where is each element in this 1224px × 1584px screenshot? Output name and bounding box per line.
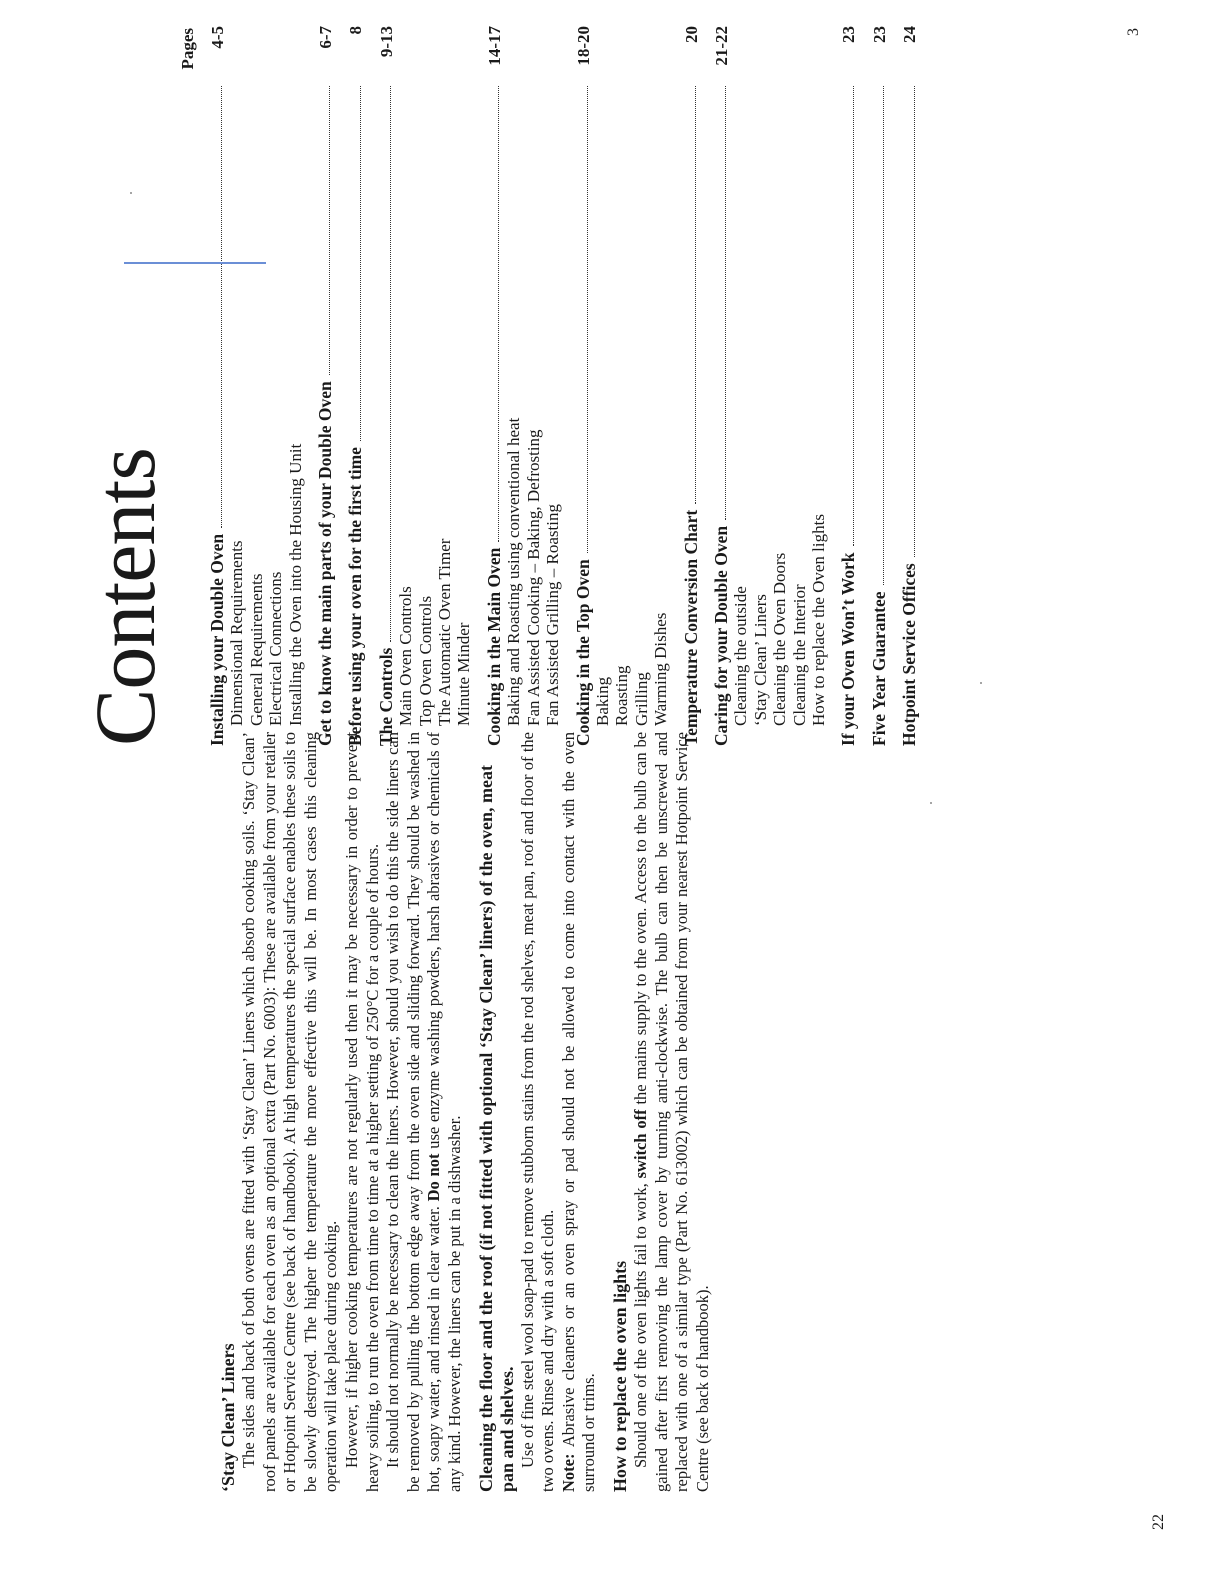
replace-lights-p1-a: Should one of the oven lights fail to work,: [630, 1183, 650, 1468]
toc-section: [485, 26, 563, 746]
toc-leader-dots: [587, 86, 588, 553]
toc-section: [839, 26, 858, 746]
toc-subentry: Cleaning the Interior: [789, 584, 809, 726]
toc-entry-title: Get to know the main parts of your Double Oven: [315, 381, 336, 746]
toc-leader-dots: [883, 86, 884, 585]
toc-subentry: Fan Assisted Grilling – Roasting: [543, 504, 563, 726]
toc-subentry: Main Oven Controls: [396, 586, 416, 726]
toc-leader-dots: [725, 86, 726, 520]
toc-subentry: ‘Stay Clean’ Liners: [750, 594, 770, 726]
cleaning-floor-paragraph: Use of fine steel wool soap-pad to remove stubborn stains from the rod shelves, meat pan, roof and floor of the two ovens. Rinse and dry with a soft cloth.: [517, 732, 558, 1492]
toc-subentry: Dimensional Requirements: [227, 540, 247, 726]
toc-entry-pages: 8: [346, 26, 366, 35]
toc-entry: [839, 26, 858, 746]
left-page-text: [218, 732, 713, 1492]
toc-entry: [316, 26, 335, 746]
toc-subentry: Installing the Oven into the Housing Unit: [285, 443, 305, 726]
toc-subentry: Cleaning the Oven Doors: [770, 552, 790, 726]
stay-clean-paragraph-2: However, if higher cooking temperatures are not regularly used then it may be necessary in order to prevent heavy soiling, to run the oven from time to time at a higher setting of 250°C for a couple of hours.: [341, 732, 382, 1492]
toc-leader-dots: [695, 86, 696, 504]
toc-subentry: Electrical Connections: [266, 571, 286, 726]
left-page-number: 22: [1150, 1514, 1167, 1530]
stay-clean-paragraph-3: [383, 732, 465, 1492]
cleaning-floor-heading: Cleaning the floor and the roof (if not fitted with optional ‘Stay Clean’ liners) of the oven, meat pan and shelves.: [475, 765, 517, 1492]
toc-entry-title: Five Year Guarantee: [868, 591, 889, 746]
speck: [130, 192, 132, 194]
toc-entry-title: Caring for your Double Oven: [710, 525, 731, 746]
toc-leader-dots: [498, 86, 499, 542]
toc-entry-pages: 18-20: [573, 26, 593, 66]
toc-section: [682, 26, 701, 746]
speck: [980, 682, 982, 684]
toc-entry-title: Before using your oven for the first time: [345, 447, 366, 746]
toc-section: [870, 26, 889, 746]
toc-entry-pages: 9-13: [376, 26, 396, 58]
stay-clean-p3-a: It should not normally be necessary to clean the liners. However, should you wish to do this the side liners can be removed by pulling the bottom edge away from the oven side and sliding forward. They should be washed in hot, soapy water, and rinsed in clear water.: [383, 732, 444, 1492]
toc-subentry: How to replace the Oven lights: [808, 514, 828, 726]
toc-section: [712, 26, 828, 746]
stay-clean-p3-b: use enzyme washing powders, harsh abrasives or chemicals of any kind. However, the liners can be put in a dishwasher.: [424, 731, 464, 1492]
toc-entry-pages: 6-7: [316, 26, 336, 49]
table-of-contents: [208, 26, 931, 746]
stay-clean-heading: ‘Stay Clean’ Liners: [218, 1343, 238, 1492]
toc-subentry: Grilling: [631, 672, 651, 726]
toc-entry: [574, 26, 593, 746]
stay-clean-paragraph-1: The sides and back of both ovens are fitted with ‘Stay Clean’ Liners which absorb cooking soils. ‘Stay Clean’ roof panels are available for each oven as an optional extra (Part No. 6003): These are available from your retailer or Hotpoint Service Centre (see back of handbook). At high temperatures the special surface enables these soils to be slowly destroyed. The higher the temperature the more effective this will be. In most cases this cleaning operation will take place during cooking.: [239, 732, 341, 1492]
toc-entry-pages: 23: [839, 26, 859, 43]
blue-margin-line: [124, 262, 266, 264]
toc-entry-title: The Controls: [375, 647, 396, 746]
toc-entry-title: Cooking in the Top Oven: [572, 559, 593, 746]
toc-entry: [346, 26, 365, 746]
right-page-number: 3: [1125, 28, 1142, 36]
toc-section: [208, 26, 305, 746]
toc-entry-title: Installing your Double Oven: [207, 533, 227, 746]
toc-entry: [377, 26, 396, 746]
note-text: Abrasive cleaners or an oven spray or pad should not be allowed to come into contact with the oven surround or trims.: [558, 732, 599, 1492]
toc-section: [316, 26, 335, 746]
toc-section: [377, 26, 474, 746]
toc-subentry: Fan Assisted Cooking – Baking, Defrosting: [523, 429, 543, 726]
toc-subentry: Minute Minder: [454, 622, 474, 726]
toc-section: [574, 26, 671, 746]
replace-lights-paragraph: [631, 732, 713, 1492]
toc-entry-pages: 14-17: [484, 26, 504, 66]
toc-entry-title: If your Oven Won’t Work: [838, 552, 859, 746]
toc-subentry: Top Oven Controls: [415, 595, 435, 726]
toc-entry: [900, 26, 919, 746]
toc-subentry: Baking and Roasting using conventional heat: [504, 417, 524, 726]
contents-title: Contents: [77, 448, 173, 746]
toc-subentry: Warming Dishes: [651, 612, 671, 726]
toc-entry: [208, 26, 227, 746]
toc-entry-title: Temperature Conversion Chart: [680, 509, 701, 746]
toc-entry-pages: 24: [900, 26, 920, 43]
toc-leader-dots: [221, 86, 222, 528]
replace-lights-p1-bold: switch off: [630, 1109, 650, 1179]
toc-leader-dots: [914, 86, 915, 557]
toc-entry: [485, 26, 504, 746]
speck: [930, 802, 932, 804]
toc-leader-dots: [329, 86, 330, 375]
toc-entry-pages: 20: [681, 26, 701, 43]
toc-subentry: Cleaning the outside: [731, 586, 751, 726]
toc-entry-title: Hotpoint Service Offices: [899, 563, 920, 746]
toc-entry-pages: 4-5: [208, 26, 227, 49]
toc-subentry: Baking: [592, 676, 612, 726]
toc-section: [900, 26, 919, 746]
toc-subentry: Roasting: [612, 665, 632, 726]
toc-subentry: General Requirements: [246, 573, 266, 726]
toc-entry: [712, 26, 731, 746]
toc-entry: [870, 26, 889, 746]
toc-entry-pages: 21-22: [711, 26, 731, 66]
toc-subentry: The Automatic Oven Timer: [435, 538, 455, 726]
note-label: Note:: [558, 1453, 578, 1492]
toc-entry-title: Cooking in the Main Oven: [483, 547, 504, 746]
toc-leader-dots: [390, 86, 391, 642]
replace-lights-heading: How to replace the oven lights: [609, 1260, 630, 1492]
cleaning-floor-note: [559, 732, 600, 1492]
toc-entry: [682, 26, 701, 746]
toc-section: [346, 26, 365, 746]
toc-leader-dots: [360, 86, 361, 441]
toc-entry-pages: 23: [869, 26, 889, 43]
toc-leader-dots: [853, 86, 854, 546]
pages-label: Pages: [178, 28, 197, 70]
stay-clean-p3-bold: Do not: [424, 1153, 444, 1202]
replace-lights-p1-b: the mains supply to the oven. Access to the bulb can be gained after first removing the lamp cover by turning anti-clockwise. The bulb can then be unscrewed and replaced with one of a similar type (Part No. 613002) which can be obtained from your nearest Hotpoint Service Centre (see back of handbook).: [630, 731, 712, 1492]
